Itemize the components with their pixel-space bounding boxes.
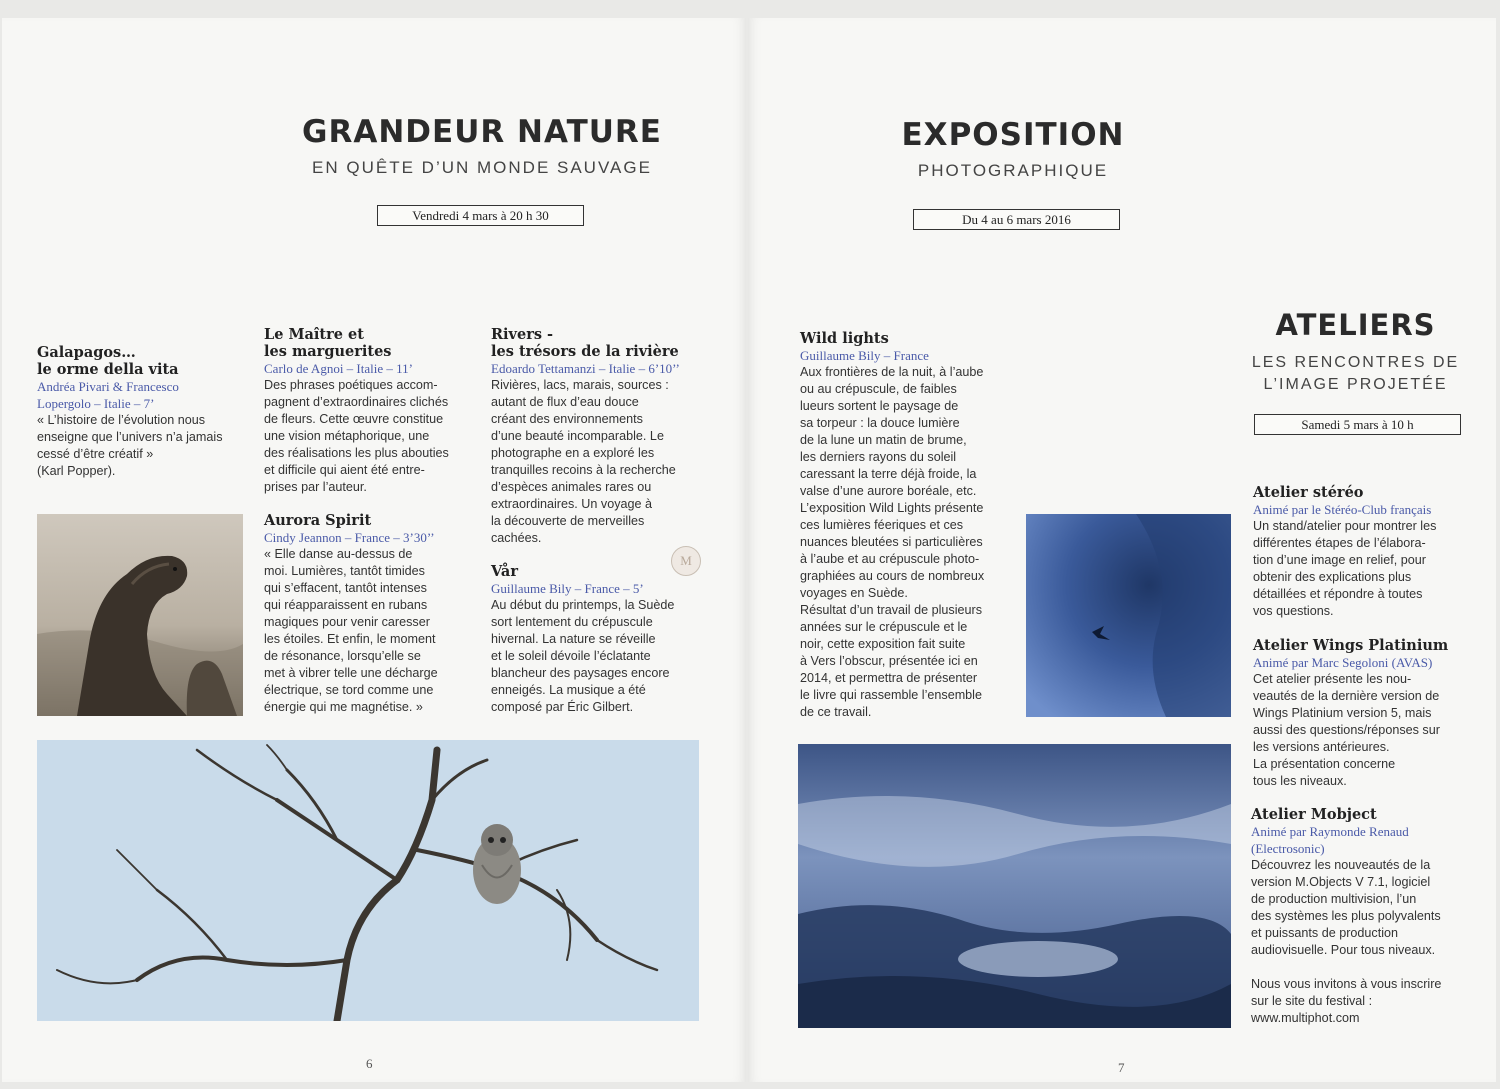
article-credit: Carlo de Agnoi – Italie – 11’ bbox=[264, 361, 413, 376]
event-date: Du 4 au 6 mars 2016 bbox=[913, 209, 1120, 230]
atelier-body: Cet atelier présente les nou- veautés de la dernière version de Wings Platinium version 5, mais aussi des questions/réponses sur les versions antérieures. La présentation concerne tous les niveaux. bbox=[1253, 672, 1440, 788]
page-number: 6 bbox=[366, 1056, 373, 1071]
atelier-wings-platinium bbox=[1253, 637, 1468, 790]
article-credit: Cindy Jeannon – France – 3’30’’ bbox=[264, 530, 435, 545]
bird-night-photo bbox=[1026, 514, 1231, 717]
atelier-title: Atelier Wings Platinium bbox=[1253, 637, 1449, 654]
article-le-maitre bbox=[264, 326, 484, 496]
event-date: Vendredi 4 mars à 20 h 30 bbox=[377, 205, 584, 226]
ateliers-footer bbox=[1251, 976, 1468, 1027]
article-galapagos bbox=[37, 344, 252, 480]
atelier-stereo bbox=[1253, 484, 1468, 620]
ateliers-title: ATELIERS bbox=[1275, 308, 1436, 342]
atelier-title: Atelier Mobject bbox=[1251, 806, 1377, 823]
misty-forest-photo bbox=[798, 744, 1231, 1028]
section-subtitle: EN QUÊTE D’UN MONDE SAUVAGE bbox=[312, 158, 652, 177]
owl-photo bbox=[37, 740, 699, 1021]
atelier-body: Un stand/atelier pour montrer les différentes étapes de l’élabora- tion d’une image en relief, pour obtenir des explications plus détaillées et répondre à toutes vos questions. bbox=[1253, 519, 1437, 618]
article-credit: Guillaume Bily – France bbox=[800, 348, 929, 363]
article-title: Aurora Spirit bbox=[264, 512, 372, 529]
iguana-photo bbox=[37, 514, 243, 716]
ateliers-date: Samedi 5 mars à 10 h bbox=[1254, 414, 1461, 435]
article-credit: Andréa Pivari & Francesco Lopergolo – Italie – 7’ bbox=[37, 379, 179, 411]
section-subtitle: PHOTOGRAPHIQUE bbox=[917, 161, 1109, 180]
atelier-mobject bbox=[1251, 806, 1468, 959]
atelier-body: Découvrez les nouveautés de la version M.Objects V 7.1, logiciel de production multivision, l’un des systèmes les plus polyvalents et puissants de production audiovisuelle. Pour tous niveaux. bbox=[1251, 858, 1441, 957]
article-rivers bbox=[491, 326, 716, 547]
article-title: Rivers - les trésors de la rivière bbox=[491, 326, 679, 360]
article-title: Vår bbox=[491, 563, 518, 580]
article-wild-lights bbox=[800, 330, 1025, 721]
ateliers-subtitle: LES RENCONTRES DE L’IMAGE PROJETÉE bbox=[1251, 354, 1460, 393]
atelier-title: Atelier stéréo bbox=[1253, 484, 1364, 501]
section-title: EXPOSITION bbox=[901, 117, 1125, 153]
article-title: Galapagos… le orme della vita bbox=[37, 344, 179, 378]
atelier-credit: Animé par Raymonde Renaud (Electrosonic) bbox=[1251, 824, 1409, 856]
article-body: « L’histoire de l’évolution nous enseigne que l’univers n’a jamais cessé d’être créatif » (Karl Popper). bbox=[37, 413, 223, 478]
atelier-credit: Animé par Marc Segoloni (AVAS) bbox=[1253, 655, 1433, 670]
right-page bbox=[748, 18, 1496, 1082]
article-body: « Elle danse au-dessus de moi. Lumières, tantôt timides qui s’effacent, tantôt intenses qui réapparaissent en rubans magiques pour venir caresser les étoiles. Et enfin, le moment de résonance, lorsqu’elle se met à vibrer telle une décharge électrique, se tord comme une énergie qui me magnétise. » bbox=[264, 547, 438, 714]
article-body: Des phrases poétiques accom- pagnent d’extraordinaires clichés de fleurs. Cette œuvre constitue une vision métaphorique, une des réalisations les plus abouties et difficile qui aient été entre- prises par l’auteur. bbox=[264, 378, 449, 494]
section-title: GRANDEUR NATURE bbox=[302, 114, 662, 150]
article-body: Aux frontières de la nuit, à l’aube ou au crépuscule, de faibles lueurs sortent le paysage de sa torpeur : la douce lumière de la lune un matin de brume, les derniers rayons du soleil caressant la terre déjà froide, la valse d’une aurore boréale, etc. L’exposition Wild Lights présente ces lumières féeriques et ces nuances bleutées si particulières à l’aube et au crépuscule photo- graphiées au cours de nombreux voyages en Suède. Résultat d’un travail de plusieurs années sur le crépuscule et le noir, cette exposition fait suite à Vers l’obscur, présentée ici en 2014, et permettra de présenter le livre qui rassemble l’ensemble de ce travail. bbox=[800, 365, 985, 719]
article-body: Au début du printemps, la Suède sort lentement du crépuscule hivernal. La nature se réveille et le soleil dévoile l’éclatante blancheur des paysages encore enneigés. La musique a été composé par Éric Gilbert. bbox=[491, 598, 675, 714]
page-number: 7 bbox=[1118, 1060, 1125, 1075]
atelier-credit: Animé par le Stéréo-Club français bbox=[1253, 502, 1432, 517]
article-body: Rivières, lacs, marais, sources : autant de flux d’eau douce créant des environnements d’une beauté incomparable. Le photographe en a exploré les tranquilles recoins à la recherche d’espèces animales rares ou extraordinaires. Un voyage à la découverte de merveilles cachées. bbox=[491, 378, 676, 545]
left-page bbox=[2, 18, 746, 1082]
article-aurora-spirit bbox=[264, 512, 484, 716]
article-title: Wild lights bbox=[800, 330, 889, 347]
article-title: Le Maître et les marguerites bbox=[264, 326, 392, 360]
festival-logo-icon: M bbox=[671, 546, 701, 576]
registration-note: Nous vous invitons à vous inscrire sur le site du festival : www.multiphot.com bbox=[1251, 977, 1442, 1025]
article-credit: Guillaume Bily – France – 5’ bbox=[491, 581, 644, 596]
article-credit: Edoardo Tettamanzi – Italie – 6’10’’ bbox=[491, 361, 680, 376]
article-var bbox=[491, 563, 716, 716]
